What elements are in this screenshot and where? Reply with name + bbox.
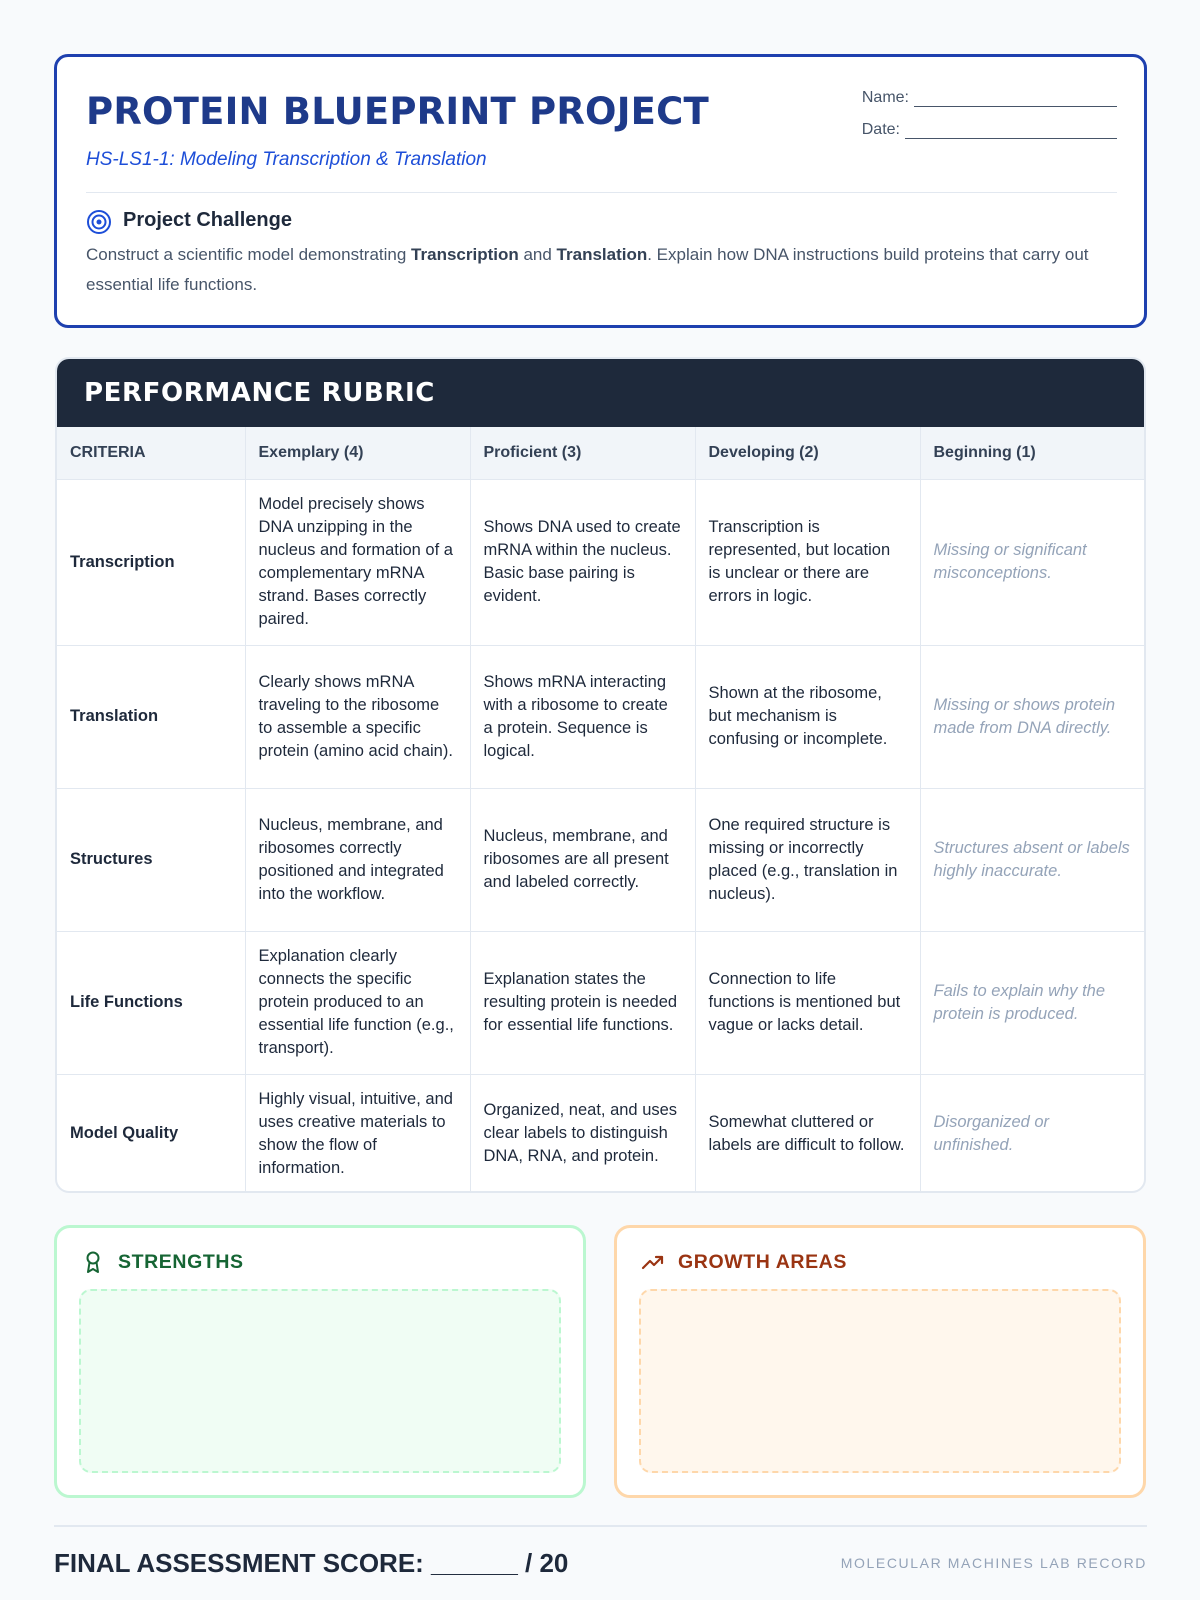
column-header-criteria: CRITERIA — [57, 427, 245, 479]
strengths-box — [54, 1225, 586, 1498]
challenge-term-transcription: Transcription — [411, 245, 519, 264]
table-row — [57, 479, 1145, 645]
proficient-cell: Shows DNA used to create mRNA within the nucleus. Basic base pairing is evident. — [470, 479, 695, 645]
beginning-cell: Structures absent or labels highly inaccurate. — [920, 788, 1145, 931]
header-divider — [86, 192, 1117, 193]
exemplary-cell: Explanation clearly connects the specific protein produced to an essential life function (e.g., transport). — [245, 931, 470, 1074]
growth-areas-header — [641, 1250, 847, 1274]
criterion-cell: Translation — [57, 645, 245, 788]
date-field[interactable] — [862, 121, 1117, 139]
criterion-cell: Model Quality — [57, 1074, 245, 1193]
developing-cell: Connection to life functions is mentioned but vague or lacks detail. — [695, 931, 920, 1074]
developing-cell: One required structure is missing or incorrectly placed (e.g., translation in nucleus). — [695, 788, 920, 931]
challenge-text-part: and — [518, 245, 557, 264]
trending-up-icon — [641, 1250, 665, 1274]
challenge-text-part: Construct a scientific model demonstrating — [86, 245, 412, 264]
header-card — [54, 54, 1147, 328]
footer-divider — [54, 1525, 1147, 1527]
date-blank-line[interactable] — [905, 125, 1117, 139]
growth-areas-box — [614, 1225, 1146, 1498]
performance-rubric — [55, 357, 1146, 1193]
strengths-header — [81, 1250, 244, 1274]
challenge-text-part: . Explain how DNA instructions build proteins that carry out essential life functions. — [86, 245, 1089, 294]
column-header-exemplary: Exemplary (4) — [245, 427, 470, 479]
exemplary-cell: Nucleus, membrane, and ribosomes correctly positioned and integrated into the workflow. — [245, 788, 470, 931]
name-label: Name: — [861, 89, 909, 106]
lab-record-label: MOLECULAR MACHINES LAB RECORD — [840, 1555, 1147, 1571]
date-label: Date: — [861, 121, 900, 138]
final-score: FINAL ASSESSMENT SCORE: ______ / 20 — [54, 1548, 569, 1578]
growth-areas-input-area[interactable] — [639, 1289, 1121, 1473]
strengths-title: STRENGTHS — [118, 1250, 244, 1273]
column-header-developing: Developing (2) — [695, 427, 920, 479]
exemplary-cell: Clearly shows mRNA traveling to the ribosome to assemble a specific protein (amino acid chain). — [245, 645, 470, 788]
rubric-title: PERFORMANCE RUBRIC — [84, 378, 435, 408]
strengths-input-area[interactable] — [79, 1289, 561, 1473]
page-subtitle: HS-LS1-1: Modeling Transcription & Translation — [86, 149, 487, 170]
challenge-text — [86, 240, 1096, 300]
name-field[interactable] — [862, 89, 1117, 107]
exemplary-cell: Model precisely shows DNA unzipping in the nucleus and formation of a complementary mRNA strand. Bases correctly paired. — [245, 479, 470, 645]
rubric-header — [57, 359, 1144, 427]
name-blank-line[interactable] — [914, 93, 1117, 107]
beginning-cell: Disorganized or unfinished. — [933, 1112, 1050, 1154]
rubric-table — [57, 427, 1145, 1193]
beginning-cell: Fails to explain why the protein is produced. — [920, 931, 1145, 1074]
rubric-column-headers — [57, 427, 1145, 479]
table-row — [57, 931, 1145, 1074]
column-header-proficient: Proficient (3) — [470, 427, 695, 479]
column-header-beginning: Beginning (1) — [920, 427, 1145, 479]
page-title: PROTEIN BLUEPRINT PROJECT — [86, 90, 709, 133]
beginning-cell: Missing or significant misconceptions. — [920, 479, 1145, 645]
criterion-cell: Life Functions — [57, 931, 245, 1074]
developing-cell: Transcription is represented, but location is unclear or there are errors in logic. — [695, 479, 920, 645]
award-ribbon-icon — [81, 1250, 105, 1274]
criterion-cell: Structures — [57, 788, 245, 931]
exemplary-cell: Highly visual, intuitive, and uses creative materials to show the flow of information. — [245, 1074, 470, 1193]
proficient-cell: Nucleus, membrane, and ribosomes are all present and labeled correctly. — [470, 788, 695, 931]
developing-cell: Somewhat cluttered or labels are difficult to follow. — [695, 1074, 920, 1193]
target-icon — [86, 209, 112, 235]
challenge-term-translation: Translation — [556, 245, 648, 264]
growth-areas-title: GROWTH AREAS — [678, 1250, 847, 1273]
challenge-title: Project Challenge — [123, 209, 292, 231]
table-row — [57, 645, 1145, 788]
table-row — [57, 788, 1145, 931]
criterion-cell: Transcription — [57, 479, 245, 645]
proficient-cell: Shows mRNA interacting with a ribosome to create a protein. Sequence is logical. — [470, 645, 695, 788]
beginning-cell: Missing or shows protein made from DNA directly. — [920, 645, 1145, 788]
proficient-cell: Explanation states the resulting protein is needed for essential life functions. — [470, 931, 695, 1074]
table-row — [57, 1074, 1145, 1193]
developing-cell: Shown at the ribosome, but mechanism is confusing or incomplete. — [695, 645, 920, 788]
proficient-cell: Organized, neat, and uses clear labels to distinguish DNA, RNA, and protein. — [470, 1074, 695, 1193]
